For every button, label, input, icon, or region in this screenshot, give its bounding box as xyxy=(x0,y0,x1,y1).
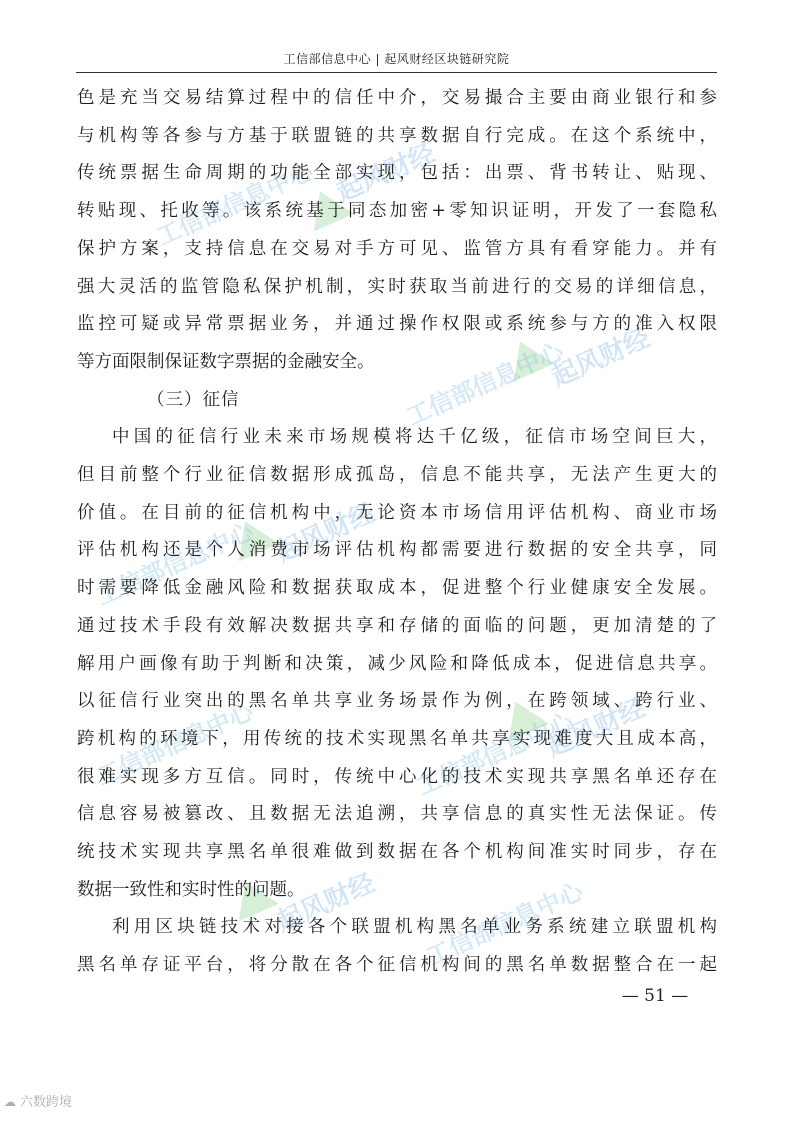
text-line: 但目前整个行业征信数据形成孤岛，信息不能共享，无法产生更大的 xyxy=(77,465,717,486)
text-line: 跨机构的环境下，用传统的技术实现黑名单共享实现难度大且成本高， xyxy=(77,728,717,749)
cloud-icon: ☁ xyxy=(4,1095,16,1109)
section-heading xyxy=(77,382,717,420)
paragraph-bill-system xyxy=(77,80,717,382)
paragraph-credit xyxy=(77,419,717,909)
text-line: 色是充当交易结算过程中的信任中介，交易撮合主要由商业银行和参 xyxy=(77,88,717,108)
text-line: 强大灵活的监管隐私保护机制，实时获取当前进行的交易的详细信息， xyxy=(77,276,717,297)
watermark-org: 工信部信息中心 xyxy=(92,697,258,792)
watermark-brand: 起风财经 xyxy=(542,693,650,763)
watermark-brand: 起风财经 xyxy=(332,138,440,208)
footer-logo-text: 六数跨境 xyxy=(20,1095,73,1110)
watermark-org: 工信部信息中心 xyxy=(422,877,588,972)
watermark-org: 工信部信息中心 xyxy=(412,707,578,802)
text-line: 中国的征信行业未来市场规模将达千亿级，征信市场空间巨大， xyxy=(112,427,717,448)
text-line: 评估机构还是个人消费市场评估机构都需要进行数据的安全共享，同 xyxy=(77,540,717,561)
document-body xyxy=(77,80,717,985)
text-line: 黑名单存证平台，将分散在各个征信机构间的黑名单数据整合在一起 xyxy=(77,955,717,976)
text-line: 以征信行业突出的黑名单共享业务场景作为例，在跨领域、跨行业、 xyxy=(77,691,717,712)
watermark-org: 工信部信息中心 xyxy=(92,517,258,612)
text-line: 传统票据生命周期的功能全部实现，包括：出票、背书转让、贴现、 xyxy=(77,163,717,184)
footer-logo xyxy=(4,1091,72,1110)
text-line: 价值。在目前的征信机构中，无论资本市场信用评估机构、商业市场 xyxy=(77,502,717,523)
text-line: 很难实现多方互信。同时，传统中心化的技术实现共享黑名单还存在 xyxy=(77,766,717,787)
text-line: 等方面限制保证数字票据的金融安全。 xyxy=(77,351,375,372)
section-heading-text: （三）征信 xyxy=(147,389,240,410)
watermark-brand: 起风财经 xyxy=(547,323,655,393)
text-line: 数据一致性和实时性的问题。 xyxy=(77,879,305,900)
text-line: 统技术实现共享黑名单很难做到数据在各个机构间准实时同步，存在 xyxy=(77,842,717,863)
text-line: 解用户画像有助于判断和决策，减少风险和降低成本，促进信息共享。 xyxy=(77,653,717,674)
text-line: 时需要降低金融风险和数据获取成本，促进整个行业健康安全发展。 xyxy=(77,578,717,599)
paragraph-blockchain-blacklist xyxy=(77,909,717,984)
text-line: 利用区块链技术对接各个联盟机构黑名单业务系统建立联盟机构 xyxy=(112,917,717,938)
watermark-org: 工信部信息中心 xyxy=(402,337,568,432)
text-line: 与机构等各参与方基于联盟链的共享数据自行完成。在这个系统中， xyxy=(77,125,717,146)
page-number: — 51 — xyxy=(621,986,689,1006)
text-line: 转贴现、托收等。该系统基于同态加密+零知识证明，开发了一套隐私 xyxy=(77,201,717,222)
text-line: 监控可疑或异常票据业务，并通过操作权限或系统参与方的准入权限 xyxy=(77,314,717,335)
watermark-brand: 起风财经 xyxy=(272,498,380,568)
watermark-brand: 起风财经 xyxy=(272,868,380,938)
header-divider xyxy=(76,72,717,73)
text-line: 保护方案，支持信息在交易对手方可见、监管方具有看穿能力。并有 xyxy=(77,238,717,259)
text-line: 通过技术手段有效解决数据共享和存储的面临的问题，更加清楚的了 xyxy=(77,615,717,636)
watermark-org: 工信部信息中心 xyxy=(152,157,318,252)
page-header: 工信部信息中心 | 起风财经区块链研究院 xyxy=(283,52,510,66)
text-line: 信息容易被篡改、且数据无法追溯，共享信息的真实性无法保证。传 xyxy=(77,804,717,825)
